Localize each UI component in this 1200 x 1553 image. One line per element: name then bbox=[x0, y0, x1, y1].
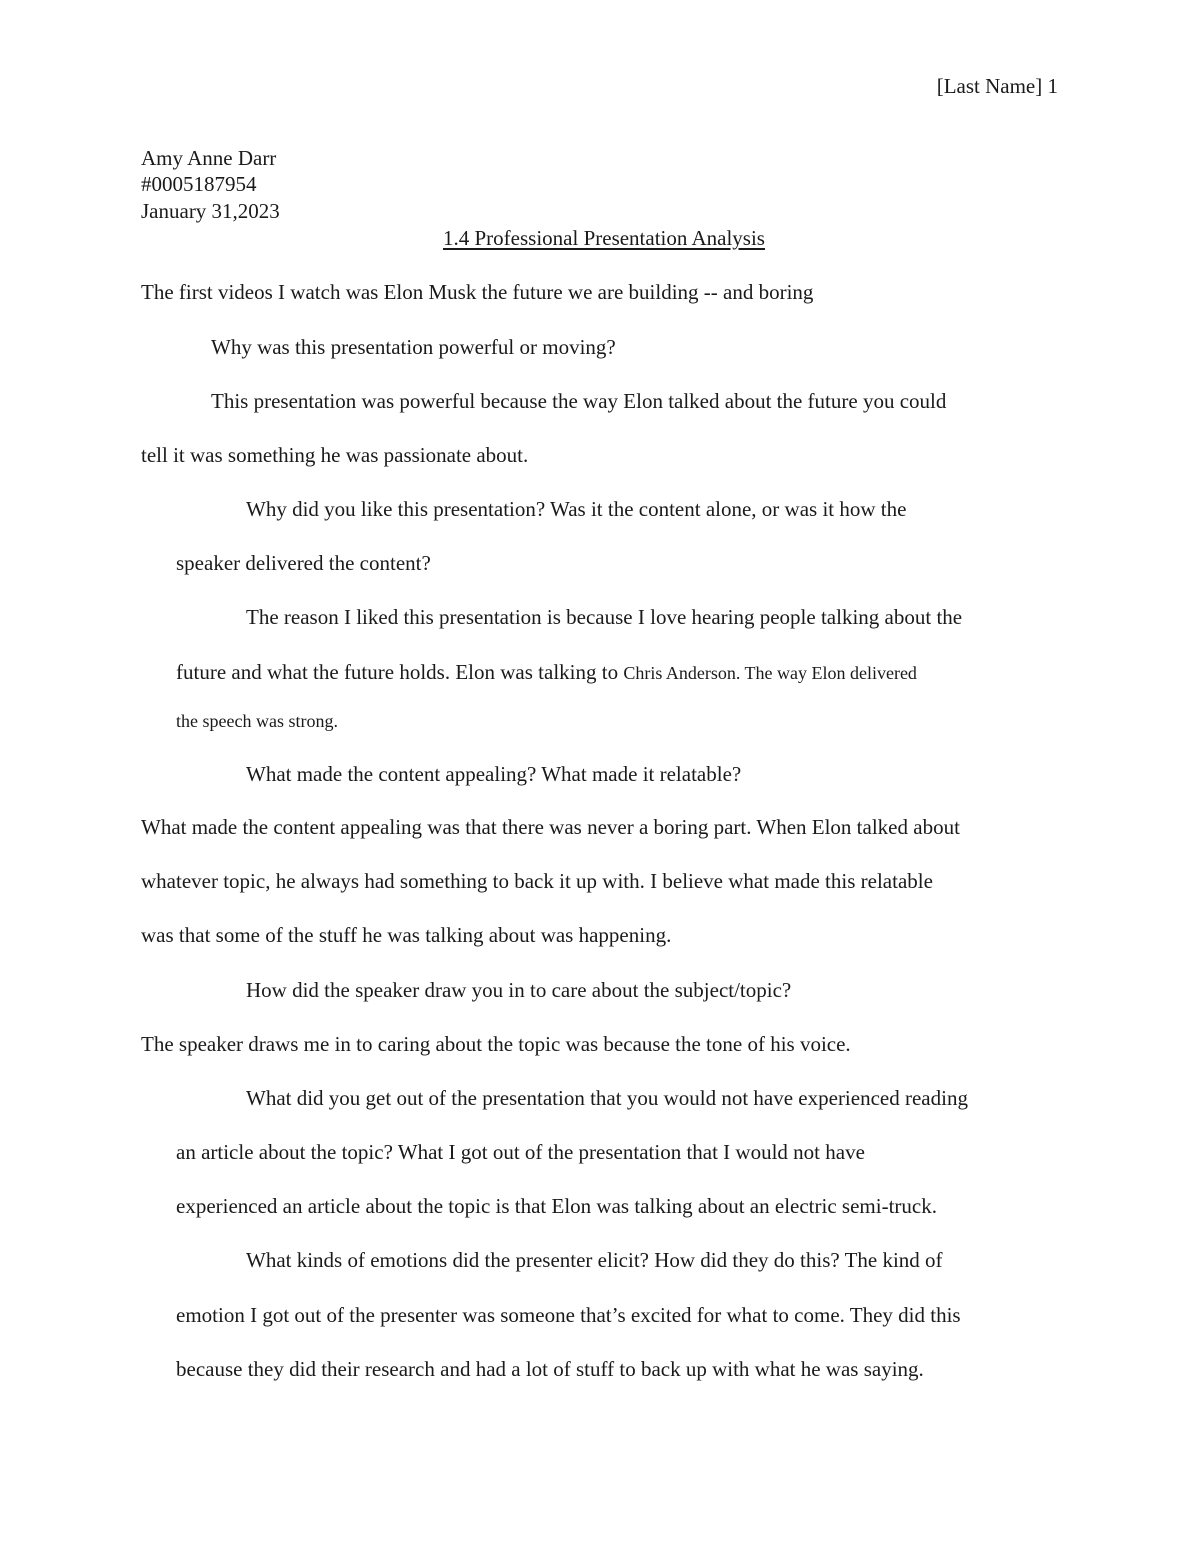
answer-2-line-2 bbox=[176, 662, 917, 683]
answer-3-line-3: was that some of the stuff he was talking about was happening. bbox=[141, 923, 672, 947]
question-2-line-1: Why did you like this presentation? Was it the content alone, or was it how the bbox=[246, 497, 907, 521]
document-title: 1.4 Professional Presentation Analysis bbox=[443, 226, 765, 250]
answer-1-line-2: tell it was something he was passionate about. bbox=[141, 443, 529, 467]
answer-2-line-1: The reason I liked this presentation is because I love hearing people talking about the bbox=[246, 605, 963, 629]
question-6-line-1: What kinds of emotions did the presenter elicit? How did they do this? The kind of bbox=[246, 1248, 943, 1272]
question-6-line-2: emotion I got out of the presenter was someone that’s excited for what to come. They did this bbox=[176, 1303, 961, 1327]
question-1: Why was this presentation powerful or moving? bbox=[211, 335, 616, 359]
answer-2-line-2-text: future and what the future holds. Elon was talking to bbox=[176, 660, 624, 684]
answer-4: The speaker draws me in to caring about the topic was because the tone of his voice. bbox=[141, 1032, 851, 1056]
question-3: What made the content appealing? What made it relatable? bbox=[246, 762, 742, 786]
question-4: How did the speaker draw you in to care about the subject/topic? bbox=[246, 978, 792, 1002]
student-id: #0005187954 bbox=[141, 172, 257, 196]
student-name: Amy Anne Darr bbox=[141, 146, 277, 170]
question-5-line-2: an article about the topic? What I got out of the presentation that I would not have bbox=[176, 1140, 865, 1164]
question-2-line-2: speaker delivered the content? bbox=[176, 551, 431, 575]
question-5-line-3: experienced an article about the topic is that Elon was talking about an electric semi-truck. bbox=[176, 1194, 937, 1218]
document-date: January 31,2023 bbox=[141, 199, 280, 223]
answer-3-line-2: whatever topic, he always had something to back it up with. I believe what made this relatable bbox=[141, 869, 933, 893]
answer-1-line-1: This presentation was powerful because the way Elon talked about the future you could bbox=[211, 389, 947, 413]
answer-3-line-1: What made the content appealing was that there was never a boring part. When Elon talked about bbox=[141, 815, 960, 839]
running-head: [Last Name] 1 bbox=[936, 74, 1058, 98]
question-6-line-3: because they did their research and had a lot of stuff to back up with what he was saying. bbox=[176, 1357, 924, 1381]
question-5-line-1: What did you get out of the presentation that you would not have experienced reading bbox=[246, 1086, 968, 1110]
answer-2-line-2-small-text: Chris Anderson. The way Elon delivered bbox=[623, 663, 917, 683]
answer-2-line-3: the speech was strong. bbox=[176, 711, 338, 731]
intro-paragraph: The first videos I watch was Elon Musk the future we are building -- and boring bbox=[141, 280, 814, 304]
